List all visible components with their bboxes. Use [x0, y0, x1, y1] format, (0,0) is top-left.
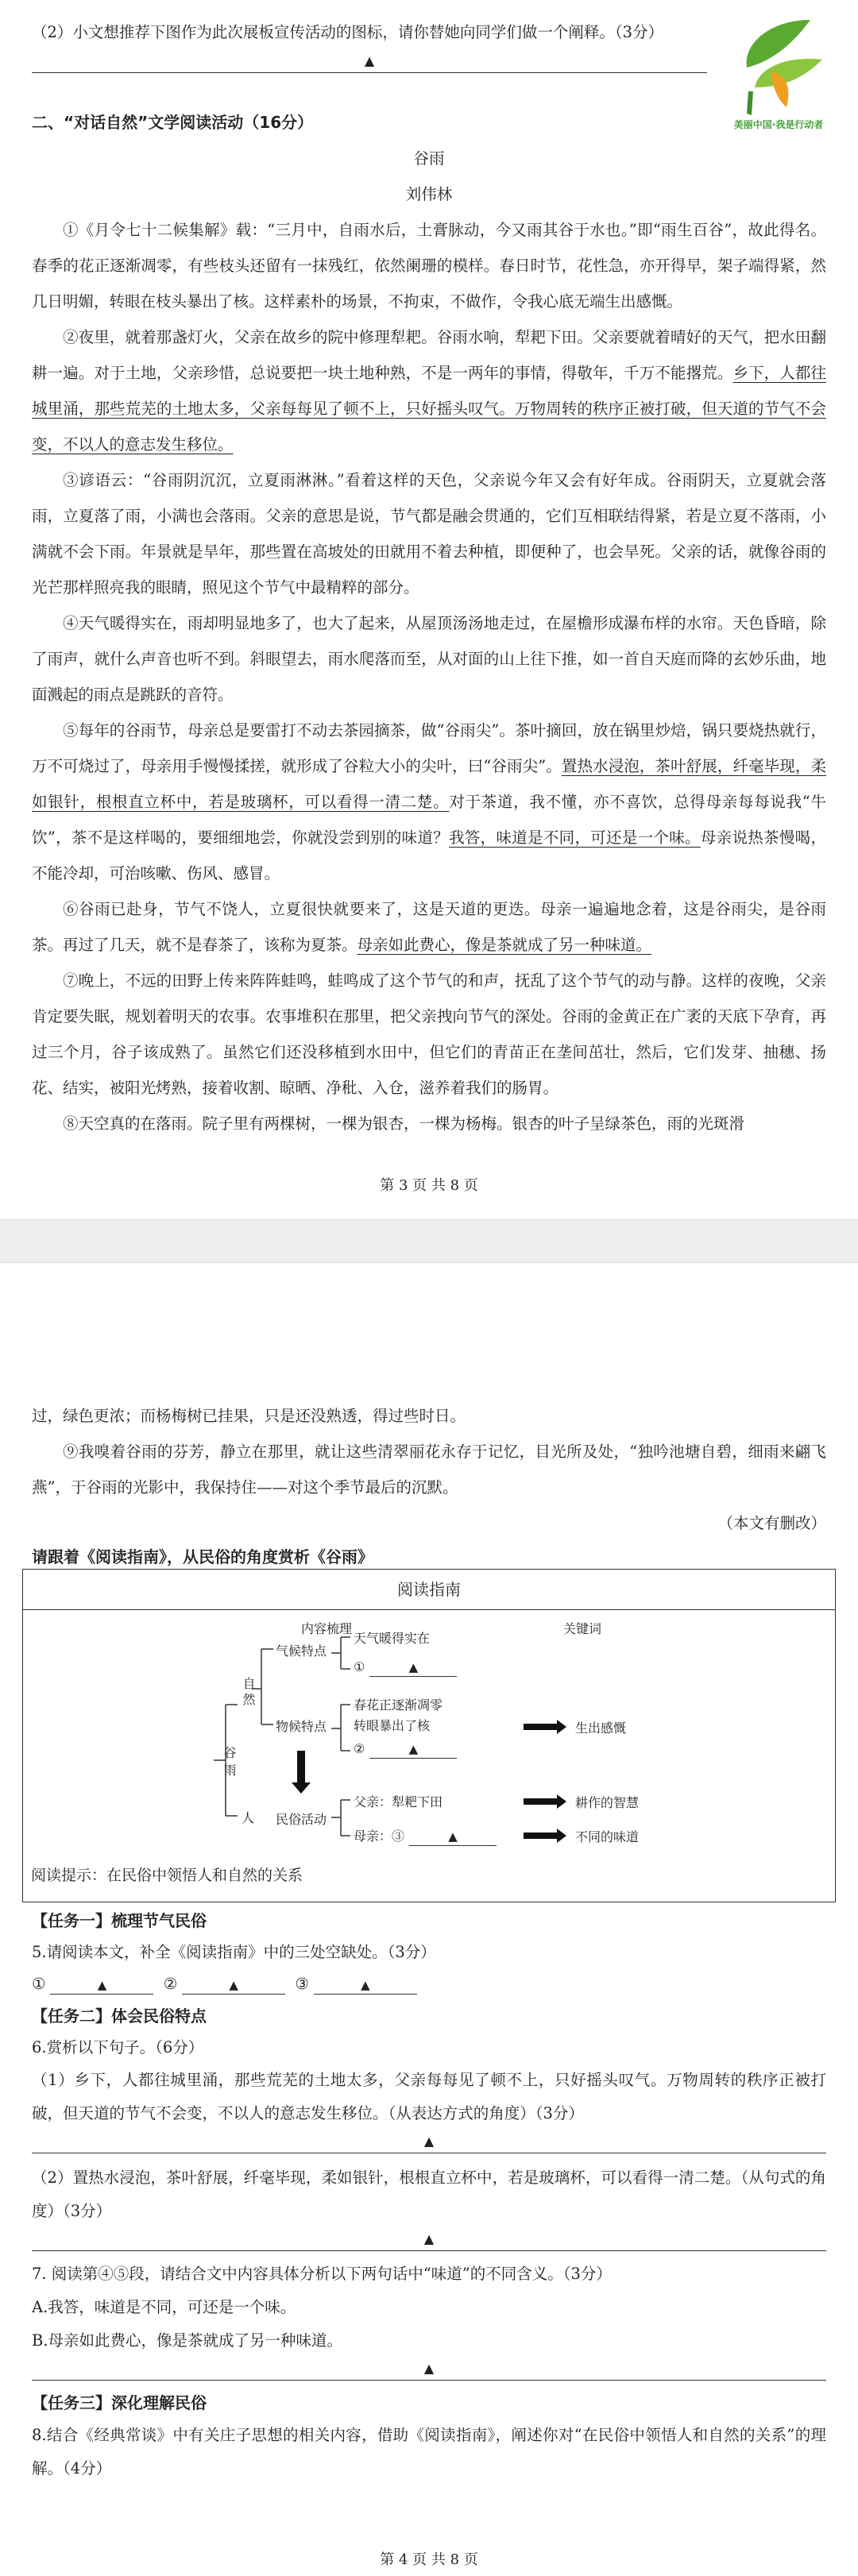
guide-intro: 请跟着《阅读指南》，从民俗的角度赏析《谷雨》 [32, 1547, 373, 1566]
paragraph-8: ⑧天空真的在落雨。院子里有两棵树，一棵为银杏，一棵为杨梅。银杏的叶子呈绿茶色，雨的光斑滑 [63, 1114, 745, 1133]
page-number: 第 3 页 共 8 页 [380, 1177, 478, 1194]
task1-heading: 【任务一】梳理节气民俗 [32, 1911, 207, 1930]
q8-prompt: 8.结合《经典常谈》中有关庄子思想的相关内容，借助《阅读指南》，阐述你对“在民俗中领悟人和自然的关系”的理解。（4分） [32, 2426, 826, 2478]
guide-hint: 阅读提示：在民俗中领悟人和自然的关系 [31, 1867, 303, 1884]
logo-caption: 美丽中国·我是行动者 [733, 119, 824, 130]
col-keywords-header: 关键词 [563, 1621, 602, 1636]
phenology-item-1: 春花正逐渐凋零 [354, 1697, 443, 1713]
keyword-1: 生出感慨 [575, 1721, 627, 1736]
paragraph-1: ①《月令七十二候集解》载：“三月中，自雨水后，土膏脉动，今又雨其谷于水也。”即“雨生百谷”，故此得名。春季的花正逐渐凋零，有些枝头还留有一抹残红，依然阑珊的模样。春日时节，花性急，亦开得早，架子端得紧，然几日明媚，转眼在枝头暴出了核。这样素朴的场景，不拘束，不做作，令我心底无端生出感慨。 [32, 221, 826, 311]
q7-answer[interactable]: ▲ [32, 2358, 826, 2381]
page3-body [32, 14, 826, 1141]
blank-2[interactable]: ② ▲ [354, 1740, 462, 1759]
blank-3[interactable]: 母亲：③ ▲ [354, 1826, 501, 1846]
underlined-sentence-2: 置热水浸泡，茶叶舒展，纤毫毕现，柔如银针，根根直立杯中，若是玻璃杯，可以看得一清二楚。 [32, 757, 826, 811]
guide-human: 人 [242, 1810, 255, 1825]
father-activity: 父亲：犁耙下田 [354, 1794, 443, 1809]
paragraph-8-continued: 过，绿色更浓；而杨梅树已挂果，只是还没熟透，得过些时日。 [32, 1407, 466, 1425]
paragraph-5: ⑤每年的谷雨节，母亲总是要雷打不动去茶园摘茶，做“谷雨尖”。茶叶摘回，放在锅里炒焙，锅只要烧热就行，万不可烧过了，母亲用手慢慢揉搓，就形成了谷粒大小的尖叶，曰“谷雨尖”。置热水浸泡，茶叶舒展，纤毫毕现，柔如银针，根根直立杯中，若是玻璃杯，可以看得一清二楚。对于茶道，我不懂，亦不喜饮，总得母亲每每说我“牛饮”，茶不是这样喝的，要细细地尝，你就没尝到别的味道？我答，味道是不同，可还是一个味。母亲说热茶慢喝，不能冷却，可治咳嗽、伤风、感冒。 [32, 721, 826, 882]
essay-author: 刘伟林 [405, 185, 453, 203]
guide-folk: 民俗活动 [276, 1812, 327, 1827]
q2-prompt: （2）小文想推荐下图作为此次展板宣传活动的图标，请你替她向同学们做一个阐释。（3分） [32, 23, 664, 41]
q7-a: A.我答，味道是不同，可还是一个味。 [32, 2298, 296, 2316]
answer-triangle: ▲ [364, 53, 375, 68]
page-4 [0, 1263, 858, 2576]
paragraph-7: ⑦晚上，不远的田野上传来阵阵蛙鸣，蛙鸣成了这个节气的和声，抚乱了这个节气的动与静。这样的夜晚，父亲肯定要失眠，规划着明天的农事。农事堆积在那里，把父亲拽向节气的深处。谷雨的金黄正在广袤的天底下孕育，再过三个月，谷子该成熟了。虽然它们还没移植到水田中，但它们的青苗正在垄间茁壮，然后，它们发芽、抽穗、扬花、结实，被阳光烤熟，接着收割、晾晒、净秕、入仓，滋养着我们的肠胃。 [32, 971, 826, 1097]
q5-prompt: 5.请阅读本文，补全《阅读指南》中的三处空缺处。（3分） [32, 1943, 436, 1961]
q6-2: （2）置热水浸泡，茶叶舒展，纤毫毕现，柔如银针，根根直立杯中，若是玻璃杯，可以看得一清二楚。（从句式的角度）（3分） [32, 2169, 826, 2220]
q6-1-answer[interactable]: ▲ [32, 2130, 826, 2153]
page-3 [0, 0, 858, 1219]
essay-title: 谷雨 [413, 149, 445, 168]
guide-phenology: 物候特点 [276, 1719, 327, 1734]
q6-prompt: 6.赏析以下句子。（6分） [32, 2038, 204, 2057]
q7-prompt: 7. 阅读第④⑤段，请结合文中内容具体分析以下两句话中“味道”的不同含义。（3分） [32, 2265, 612, 2283]
guide-climate: 气候特点 [276, 1643, 327, 1659]
paragraph-3: ③谚语云：“谷雨阴沉沉，立夏雨淋淋。”看着这样的天色，父亲说今年又会有好年成。谷雨阴天，立夏就会落雨，立夏落了雨，小满也会落雨。父亲的意思是说，节气都是融会贯通的，它们互相联结得紧，若是立夏不落雨，小满就不会下雨。年景就是旱年，那些置在高坡处的田就用不着去种植，即便种了，也会旱死。父亲的话，就像谷雨的光芒那样照亮我的眼睛，照见这个节气中最精粹的部分。 [32, 471, 826, 597]
climate-item-1: 天气暖得实在 [354, 1631, 431, 1646]
page-number: 第 4 页 共 8 页 [380, 2551, 478, 2568]
keyword-3: 不同的味道 [575, 1829, 640, 1844]
underlined-sentence-1: 乡下，人都往城里涌，那些荒芜的土地太多，父亲每每见了顿不上，只好摇头叹气。万物周转的秩序正被打破，但天道的节气不会变，不以人的意志发生移位。 [32, 364, 826, 454]
page4-questions [32, 1905, 826, 2485]
guide-root: 谷雨 [222, 1746, 237, 1781]
underlined-sentence-3: 我答，味道是不同，可还是一个味。 [449, 828, 701, 847]
abridged-note: （本文有删改） [717, 1514, 826, 1532]
phenology-item-2: 转眼暴出了核 [354, 1718, 431, 1733]
guide-diagram-lines [23, 1570, 833, 1903]
section-heading: 二、“对话自然”文学阅读活动（16分） [32, 113, 314, 132]
paragraph-4: ④天气暖得实在，雨却明显地多了，也大了起来，从屋顶汤汤地走过，在屋檐形成瀑布样的水帘。天色昏暗，除了雨声，就什么声音也听不到。斜眼望去，雨水爬落而至，从对面的山上往下推，如一首自天庭而降的玄妙乐曲，地面溅起的雨点是跳跃的音符。 [32, 614, 826, 704]
task2-heading: 【任务二】体会民俗特点 [32, 2006, 207, 2026]
keyword-2: 耕作的智慧 [575, 1795, 640, 1810]
paragraph-2: ②夜里，就着那盏灯火，父亲在故乡的院中修理犁耙。谷雨水响，犁耙下田。父亲要就着晴好的天气，把水田翻耕一遍。对于土地，父亲珍惜，总说要把一块土地种熟，不是一两年的事情，得敬年，千万不能撂荒。乡下，人都往城里涌，那些荒芜的土地太多，父亲每每见了顿不上，只好摇头叹气。万物周转的秩序正被打破，但天道的节气不会变，不以人的意志发生移位。 [32, 328, 826, 454]
q5-answer-blanks[interactable]: ① ▲ ② ▲ ③ ▲ [32, 1968, 826, 2000]
page-separator [0, 1219, 858, 1263]
paragraph-6: ⑥谷雨已赴身，节气不饶人，立夏很快就要来了，这是天道的更迭。母亲一遍遍地念着，这是谷雨尖，是谷雨茶。再过了几天，就不是春茶了，该称为夏茶。母亲如此费心，像是茶就成了另一种味道。 [32, 900, 826, 954]
q2-answer[interactable] [32, 50, 707, 73]
q6-2-answer[interactable]: ▲ [32, 2228, 826, 2251]
blank-1[interactable]: ① ▲ [354, 1659, 462, 1677]
q6-1: （1）乡下，人都往城里涌，那些荒芜的土地太多，父亲每每见了顿不上，只好摇头叹气。万物周转的秩序正被打破，但天道的节气不会变，不以人的意志发生移位。（从表达方式的角度）（3分） [32, 2071, 826, 2122]
paragraph-9: ⑨我嗅着谷雨的芬芳，静立在那里，就让这些清翠丽花永存于记忆，目光所及处，“独吟池塘自碧，细雨来翩飞燕”，于谷雨的光影中，我保持住——对这个季节最后的沉默。 [32, 1442, 826, 1497]
reading-guide-box [22, 1569, 836, 1902]
col-content-header: 内容梳理 [301, 1621, 353, 1636]
guide-title: 阅读指南 [23, 1570, 835, 1610]
task3-heading: 【任务三】深化理解民俗 [32, 2393, 207, 2412]
underlined-sentence-4: 母亲如此费心，像是茶就成了另一种味道。 [357, 936, 652, 954]
q7-b: B.母亲如此费心，像是茶就成了另一种味道。 [32, 2331, 343, 2350]
page4-body-top [32, 1398, 826, 1573]
guide-nature: 自然 [241, 1677, 256, 1709]
